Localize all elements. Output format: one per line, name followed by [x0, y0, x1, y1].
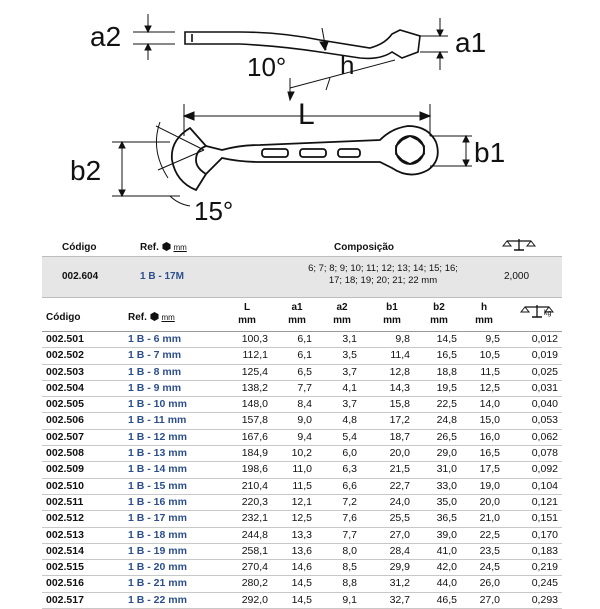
cell-b1: 18,7	[389, 430, 410, 443]
cell-a1: 13,6	[291, 544, 312, 557]
cell-code: 002.507	[46, 430, 84, 443]
set-header-ref	[140, 242, 187, 253]
label-a1: a1	[455, 27, 487, 58]
cell-ref: 1 B - 20 mm	[128, 561, 187, 574]
cell-ref: 1 B - 15 mm	[128, 479, 187, 492]
set-table-header	[42, 236, 562, 256]
cell-b2: 39,0	[436, 528, 457, 541]
cell-b1: 22,7	[389, 479, 410, 492]
cell-kg: 0,012	[531, 333, 558, 345]
cell-ref: 1 B - 7 mm	[128, 349, 182, 362]
cell-l: 138,2	[241, 381, 268, 394]
cell-code: 002.501	[46, 333, 84, 345]
cell-kg: 0,053	[531, 414, 558, 427]
cell-ref: 1 B - 14 mm	[128, 463, 187, 476]
cell-a1: 14,5	[291, 577, 312, 590]
table-row	[42, 576, 562, 592]
cell-kg: 0,062	[531, 430, 558, 443]
cell-l: 280,2	[241, 577, 268, 590]
cell-kg: 0,151	[531, 512, 558, 525]
cell-a1: 14,5	[291, 593, 312, 606]
cell-b1: 15,8	[389, 398, 410, 411]
wrench-front-view	[172, 126, 438, 190]
set-weight: 2,000	[504, 271, 530, 282]
table-row	[42, 544, 562, 560]
table-row	[42, 413, 562, 429]
cell-a1: 9,4	[297, 430, 312, 443]
cell-a1: 9,0	[297, 414, 312, 427]
cell-l: 232,1	[241, 512, 268, 525]
cell-l: 198,6	[241, 463, 268, 476]
cell-kg: 0,019	[531, 349, 558, 362]
cell-b1: 21,5	[389, 463, 410, 476]
cell-h: 10,5	[479, 349, 500, 362]
cell-code: 002.504	[46, 381, 84, 394]
cell-a2: 4,1	[342, 381, 357, 394]
cell-ref: 1 B - 16 mm	[128, 495, 187, 508]
table-row	[42, 381, 562, 397]
cell-kg: 0,104	[531, 479, 558, 492]
table-row	[42, 479, 562, 495]
cell-code: 002.505	[46, 398, 84, 411]
cell-ref: 1 B - 8 mm	[128, 365, 182, 378]
cell-b1: 28,4	[389, 544, 410, 557]
cell-l: 148,0	[241, 398, 268, 411]
table-row	[42, 495, 562, 511]
cell-code: 002.512	[46, 512, 84, 525]
cell-b2: 26,5	[436, 430, 457, 443]
cell-b2: 33,0	[436, 479, 457, 492]
cell-b1: 9,8	[395, 333, 410, 345]
cell-b2: 16,5	[436, 349, 457, 362]
cell-b1: 14,3	[389, 381, 410, 394]
cell-a2: 3,7	[342, 365, 357, 378]
cell-l: 112,1	[242, 349, 268, 362]
cell-b1: 25,5	[389, 512, 410, 525]
header-ref-label: Ref.	[128, 312, 147, 323]
label-a2: a2	[90, 21, 122, 52]
cell-h: 22,5	[479, 528, 500, 541]
header-a2-unit: mm	[333, 315, 351, 326]
cell-a1: 14,6	[291, 561, 312, 574]
cell-a1: 11,5	[292, 479, 312, 492]
cell-a1: 6,1	[297, 349, 312, 362]
cell-b1: 11,4	[390, 349, 410, 362]
cell-b1: 20,0	[389, 447, 410, 460]
set-table	[42, 236, 562, 298]
cell-h: 24,5	[479, 561, 500, 574]
cell-code: 002.517	[46, 593, 84, 606]
cell-code: 002.510	[46, 479, 84, 492]
wrench-technical-drawing	[0, 0, 600, 232]
cell-ref: 1 B - 6 mm	[128, 333, 182, 345]
cell-b1: 24,0	[389, 495, 410, 508]
cell-kg: 0,293	[531, 593, 558, 606]
header-b1-unit: mm	[383, 315, 401, 326]
hexagon-icon	[150, 312, 159, 321]
table-row	[42, 560, 562, 576]
label-angle-bottom: 15°	[194, 196, 234, 226]
cell-b2: 29,0	[436, 447, 457, 460]
scale-icon	[502, 238, 536, 252]
cell-h: 27,0	[479, 593, 500, 606]
cell-a1: 7,7	[297, 381, 312, 394]
header-L: L	[243, 302, 251, 313]
spec-table-header	[42, 296, 562, 332]
cell-a2: 7,7	[342, 528, 357, 541]
header-a1-unit: mm	[288, 315, 306, 326]
cell-b2: 19,5	[436, 381, 457, 394]
set-composition-line2: 17; 18; 19; 20; 21; 22 mm	[328, 275, 438, 286]
cell-kg: 0,040	[531, 398, 558, 411]
cell-kg: 0,245	[531, 577, 558, 590]
cell-b1: 31,2	[389, 577, 410, 590]
cell-a2: 7,2	[342, 495, 357, 508]
cell-a2: 8,5	[342, 561, 357, 574]
cell-a2: 9,1	[342, 593, 357, 606]
cell-b2: 18,8	[436, 365, 457, 378]
cell-b2: 46,5	[436, 593, 457, 606]
cell-a2: 5,4	[342, 430, 357, 443]
cell-h: 11,5	[480, 365, 500, 378]
cell-h: 19,0	[479, 479, 500, 492]
table-row	[42, 593, 562, 609]
header-L-unit: mm	[238, 315, 256, 326]
cell-code: 002.502	[46, 349, 84, 362]
cell-l: 125,4	[241, 365, 268, 378]
set-table-row	[42, 256, 562, 298]
cell-h: 20,0	[479, 495, 500, 508]
header-a2: a2	[336, 302, 348, 313]
label-b1: b1	[474, 137, 506, 168]
cell-ref: 1 B - 21 mm	[128, 577, 187, 590]
cell-code: 002.515	[46, 561, 84, 574]
header-code: Código	[46, 312, 81, 323]
header-h: h	[480, 302, 488, 313]
cell-a1: 10,2	[291, 447, 312, 460]
cell-kg: 0,031	[531, 381, 558, 394]
table-row	[42, 397, 562, 413]
table-row	[42, 430, 562, 446]
label-h: h	[340, 50, 355, 80]
cell-b2: 24,8	[436, 414, 457, 427]
cell-ref: 1 B - 11 mm	[128, 414, 187, 427]
cell-b2: 31,0	[436, 463, 457, 476]
cell-a1: 6,5	[297, 365, 312, 378]
cell-ref: 1 B - 18 mm	[128, 528, 187, 541]
cell-ref: 1 B - 12 mm	[128, 430, 187, 443]
cell-b1: 17,2	[389, 414, 410, 427]
cell-l: 270,4	[241, 561, 268, 574]
header-a1: a1	[291, 302, 303, 313]
cell-kg: 0,078	[531, 447, 558, 460]
cell-l: 292,0	[241, 593, 268, 606]
header-b2: b2	[433, 302, 445, 313]
cell-h: 12,5	[479, 381, 500, 394]
cell-l: 210,4	[241, 479, 268, 492]
label-angle-top: 10°	[247, 52, 287, 82]
cell-code: 002.511	[46, 495, 84, 508]
cell-l: 244,8	[241, 528, 268, 541]
set-header-composition: Composição	[334, 242, 395, 253]
wrench-spec-table	[42, 296, 562, 609]
cell-ref: 1 B - 22 mm	[128, 593, 187, 606]
cell-code: 002.503	[46, 365, 84, 378]
cell-h: 14,0	[479, 398, 500, 411]
cell-ref: 1 B - 9 mm	[128, 381, 182, 394]
cell-a2: 8,0	[342, 544, 357, 557]
cell-l: 157,8	[241, 414, 268, 427]
cell-a2: 6,0	[342, 447, 357, 460]
cell-l: 184,9	[241, 447, 268, 460]
cell-h: 9,5	[485, 333, 500, 345]
header-ref	[128, 312, 175, 323]
set-header-code: Código	[62, 242, 97, 253]
cell-kg: 0,183	[531, 544, 558, 557]
cell-b1: 32,7	[389, 593, 410, 606]
table-row	[42, 365, 562, 381]
cell-b2: 44,0	[436, 577, 457, 590]
cell-l: 220,3	[241, 495, 268, 508]
cell-kg: 0,025	[531, 365, 558, 378]
cell-l: 100,3	[241, 333, 268, 345]
cell-a2: 3,7	[342, 398, 357, 411]
cell-h: 16,0	[479, 430, 500, 443]
cell-kg: 0,092	[531, 463, 558, 476]
cell-l: 167,6	[241, 430, 268, 443]
cell-l: 258,1	[241, 544, 268, 557]
cell-ref: 1 B - 13 mm	[128, 447, 187, 460]
cell-a2: 6,6	[342, 479, 357, 492]
table-row	[42, 528, 562, 544]
set-code: 002.604	[62, 271, 99, 282]
cell-code: 002.508	[46, 447, 84, 460]
header-b2-unit: mm	[430, 315, 448, 326]
cell-b1: 29,9	[389, 561, 410, 574]
cell-a2: 6,3	[342, 463, 357, 476]
table-row	[42, 348, 562, 364]
cell-h: 15,0	[479, 414, 500, 427]
cell-kg: 0,219	[531, 561, 558, 574]
cell-b2: 41,0	[436, 544, 457, 557]
cell-code: 002.509	[46, 463, 84, 476]
set-composition-line1: 6; 7; 8; 9; 10; 11; 12; 13; 14; 15; 16;	[308, 263, 458, 274]
label-L: L	[298, 98, 315, 131]
cell-h: 17,5	[479, 463, 500, 476]
cell-a1: 11,0	[292, 463, 312, 476]
header-h-unit: mm	[475, 315, 493, 326]
cell-a1: 12,1	[291, 495, 312, 508]
hexagon-icon	[162, 242, 171, 251]
cell-a2: 4,8	[342, 414, 357, 427]
cell-b2: 36,5	[436, 512, 457, 525]
cell-h: 16,5	[479, 447, 500, 460]
header-kg-unit: kg	[544, 310, 552, 317]
cell-kg: 0,121	[531, 495, 558, 508]
cell-a1: 8,4	[297, 398, 312, 411]
cell-kg: 0,170	[531, 528, 558, 541]
table-row	[42, 462, 562, 478]
cell-code: 002.513	[46, 528, 84, 541]
table-row	[42, 446, 562, 462]
table-row	[42, 332, 562, 348]
set-ref: 1 B - 17M	[140, 271, 184, 282]
cell-code: 002.514	[46, 544, 84, 557]
cell-a1: 6,1	[297, 333, 312, 345]
cell-h: 21,0	[479, 512, 500, 525]
set-header-ref-unit: mm	[173, 243, 187, 252]
spec-table-body	[42, 332, 562, 609]
table-row	[42, 511, 562, 527]
set-header-ref-label: Ref.	[140, 242, 159, 253]
cell-a2: 3,1	[342, 333, 357, 345]
cell-a2: 8,8	[342, 577, 357, 590]
cell-ref: 1 B - 17 mm	[128, 512, 187, 525]
cell-code: 002.516	[46, 577, 84, 590]
cell-a1: 12,5	[291, 512, 312, 525]
cell-b2: 14,5	[436, 333, 457, 345]
cell-b2: 35,0	[436, 495, 457, 508]
cell-a2: 3,5	[342, 349, 357, 362]
header-b1: b1	[386, 302, 398, 313]
cell-code: 002.506	[46, 414, 84, 427]
header-ref-unit: mm	[161, 313, 175, 322]
label-b2: b2	[70, 155, 102, 186]
cell-b1: 12,8	[389, 365, 410, 378]
cell-ref: 1 B - 10 mm	[128, 398, 187, 411]
cell-b1: 27,0	[389, 528, 410, 541]
cell-a1: 13,3	[291, 528, 312, 541]
wrench-side-view	[185, 30, 420, 58]
cell-b2: 22,5	[436, 398, 457, 411]
cell-a2: 7,6	[342, 512, 357, 525]
cell-h: 26,0	[479, 577, 500, 590]
cell-h: 23,5	[479, 544, 500, 557]
cell-ref: 1 B - 19 mm	[128, 544, 187, 557]
cell-b2: 42,0	[436, 561, 457, 574]
